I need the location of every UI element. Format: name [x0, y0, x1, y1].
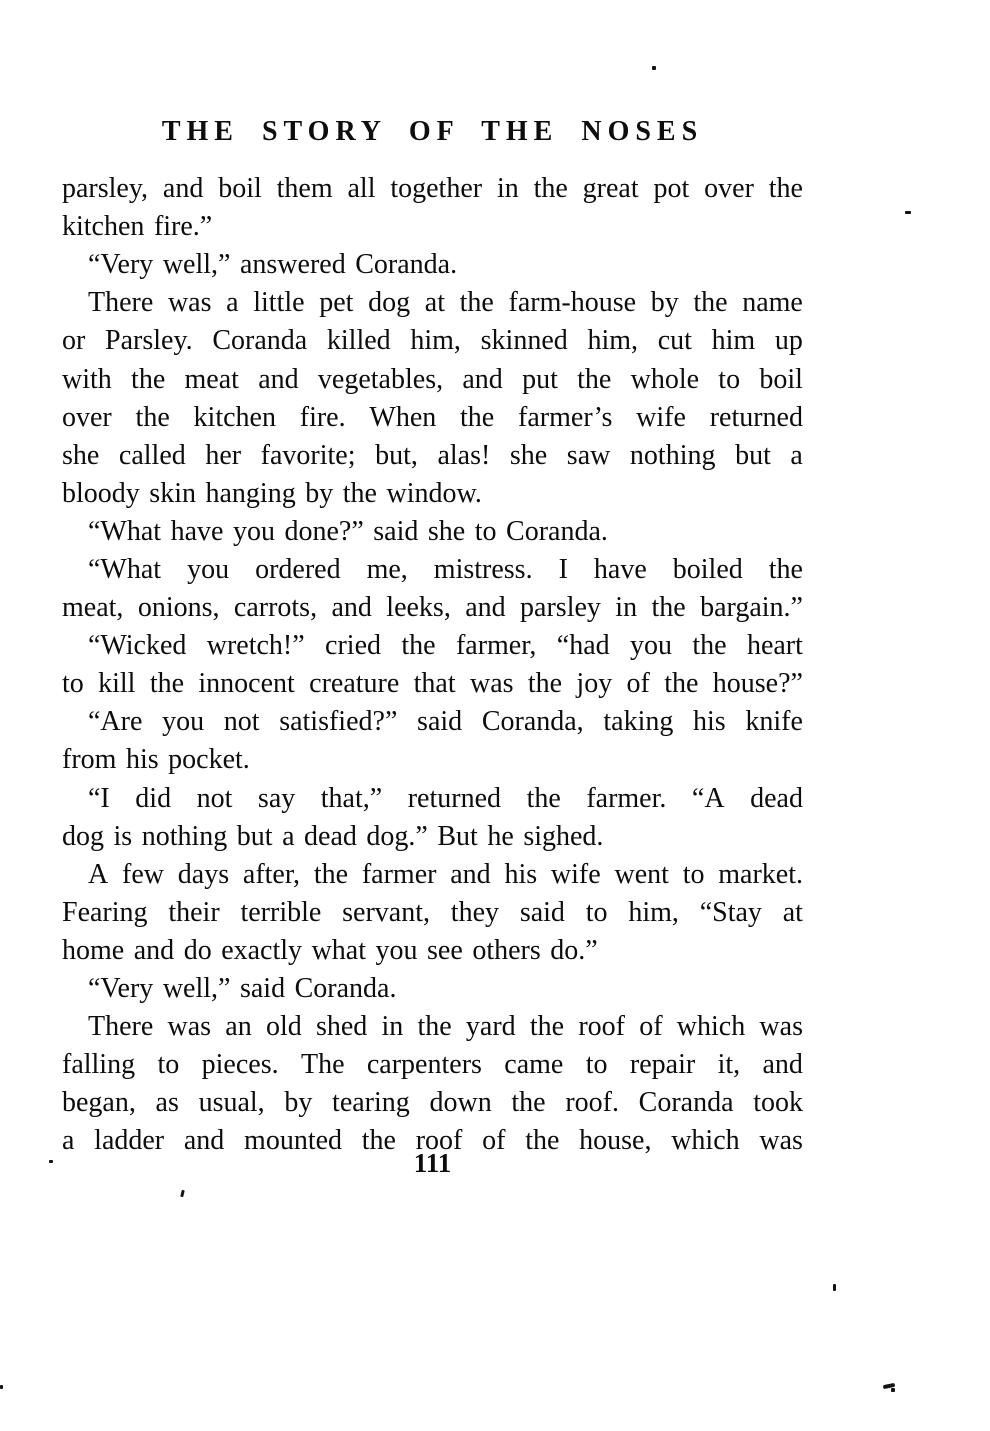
text-line — [62, 856, 803, 894]
page-number: 111 — [413, 1148, 452, 1178]
word: “Very — [88, 249, 154, 281]
word: pet — [319, 287, 354, 319]
word: a — [282, 820, 295, 852]
word: mistress. — [433, 553, 533, 585]
word: his — [693, 706, 726, 738]
word: with — [62, 363, 112, 395]
word: When — [369, 401, 437, 433]
word: great — [582, 173, 639, 205]
scan-speck — [652, 66, 656, 70]
word: knife — [745, 706, 803, 738]
word: not — [223, 706, 260, 738]
text-line — [62, 551, 803, 589]
word: Fearing — [62, 896, 148, 928]
word: window. — [386, 477, 482, 509]
word: little — [253, 287, 305, 319]
word: together — [390, 173, 483, 205]
word: farmer. — [586, 782, 667, 814]
word: Coranda, — [481, 706, 584, 738]
text-line — [62, 170, 803, 208]
word: farm-house — [508, 287, 637, 319]
text-line — [62, 399, 803, 437]
word: days — [177, 858, 230, 890]
word: in — [615, 592, 638, 624]
word: innocent — [198, 668, 295, 700]
word: the — [131, 363, 166, 395]
word: skin — [149, 477, 196, 509]
word: market. — [718, 858, 803, 890]
word: all — [347, 173, 376, 205]
word: yard — [465, 1011, 516, 1043]
word: say — [257, 782, 296, 814]
word: him — [711, 325, 756, 357]
word: of — [482, 1125, 506, 1157]
word: the — [693, 287, 728, 319]
word: satisfied?” — [279, 706, 398, 738]
chapter-title: THE STORY OF THE NOSES — [161, 116, 704, 147]
word: well,” — [162, 973, 231, 1005]
word: have — [170, 515, 224, 547]
word: farmer — [361, 858, 437, 890]
word: Coranda — [638, 1087, 734, 1119]
word: fire. — [299, 401, 346, 433]
text-line — [62, 1084, 803, 1122]
word: as — [155, 1087, 179, 1119]
word: But — [437, 820, 478, 852]
word: was — [167, 287, 212, 319]
word: called — [118, 439, 186, 471]
word: or — [62, 325, 86, 357]
word: but, — [375, 439, 418, 471]
word: to — [474, 515, 497, 547]
word: “What — [88, 515, 162, 547]
word: “Are — [88, 706, 143, 738]
word: in — [381, 1011, 404, 1043]
word: his — [125, 744, 159, 776]
word: ladder — [94, 1125, 165, 1157]
word: Coranda — [212, 325, 308, 357]
word: the — [342, 477, 377, 509]
word: to — [585, 1049, 608, 1081]
scan-speck — [833, 1284, 836, 1291]
word: a — [62, 1125, 75, 1157]
word: which — [676, 1011, 746, 1043]
word: took — [753, 1087, 803, 1119]
word: you — [232, 515, 275, 547]
word: went — [614, 858, 669, 890]
word: at — [424, 287, 445, 319]
word: farmer’s — [518, 401, 613, 433]
word: see — [427, 934, 463, 966]
word: she — [509, 439, 548, 471]
word: do.” — [550, 934, 598, 966]
word: the — [692, 630, 727, 662]
word: killed — [326, 325, 391, 357]
word: taking — [603, 706, 674, 738]
word: him, — [587, 325, 639, 357]
word: that — [413, 668, 456, 700]
word: cut — [657, 325, 692, 357]
word: hanging — [205, 477, 296, 509]
word: roof. — [565, 1087, 619, 1119]
word: was — [167, 1011, 212, 1043]
text-line — [62, 780, 803, 818]
word: the — [651, 592, 686, 624]
text-line — [62, 513, 803, 551]
word: A — [88, 858, 109, 890]
word: wretch!” — [206, 630, 305, 662]
word: house?” — [712, 668, 803, 700]
word: of — [639, 1011, 663, 1043]
word: wife — [550, 858, 601, 890]
word: bargain.” — [700, 592, 803, 624]
word: falling — [62, 1049, 136, 1081]
word: of — [626, 668, 650, 700]
text-line — [62, 1046, 803, 1084]
word: and — [183, 1125, 225, 1157]
word: came — [504, 1049, 564, 1081]
word: him, — [628, 896, 679, 928]
word: down — [429, 1087, 492, 1119]
word: parsley — [520, 592, 601, 624]
word: have — [593, 553, 647, 585]
word: Coranda. — [506, 515, 608, 547]
word: returned — [709, 401, 803, 433]
word: vegetables, — [317, 363, 444, 395]
word: was — [469, 668, 514, 700]
word: meat — [184, 363, 239, 395]
word: usual, — [198, 1087, 265, 1119]
word: the — [527, 668, 563, 700]
scan-speck — [49, 1160, 53, 1163]
word: her — [205, 439, 242, 471]
word: meat, — [62, 592, 124, 624]
word: few — [122, 858, 164, 890]
word: a — [226, 287, 239, 319]
word: by — [650, 287, 679, 319]
scan-speck — [0, 1385, 3, 1389]
text-block — [62, 170, 803, 1160]
word: name — [742, 287, 803, 319]
word: and — [465, 592, 506, 624]
text-line — [62, 665, 803, 703]
word: the — [577, 363, 612, 395]
text-line — [62, 627, 803, 665]
word: home — [62, 934, 125, 966]
word: carpenters — [366, 1049, 482, 1081]
word: the — [511, 1087, 546, 1119]
word: but — [236, 820, 273, 852]
word: it, — [717, 1049, 741, 1081]
word: “A — [691, 782, 725, 814]
word: began, — [62, 1087, 136, 1119]
text-line — [62, 284, 803, 322]
word: he — [487, 820, 514, 852]
word: repair — [629, 1049, 696, 1081]
word: to — [682, 858, 705, 890]
word: favorite; — [260, 439, 356, 471]
word: dog.” — [366, 820, 428, 852]
word: the — [529, 1011, 565, 1043]
scan-speck — [180, 1190, 185, 1198]
word: the — [313, 858, 349, 890]
word: is — [113, 820, 133, 852]
word: over — [62, 401, 112, 433]
word: and — [133, 934, 175, 966]
word: you — [630, 630, 673, 662]
word: pieces. — [201, 1049, 279, 1081]
word: alas! — [437, 439, 491, 471]
word: “Very — [88, 973, 154, 1005]
word: ordered — [255, 553, 341, 585]
word: nothing — [629, 439, 716, 471]
word: saw — [566, 439, 611, 471]
word: a — [790, 439, 803, 471]
word: mounted — [244, 1125, 343, 1157]
text-line — [62, 894, 803, 932]
word: fire.” — [153, 211, 213, 243]
word: the — [533, 173, 568, 205]
word: was — [759, 1011, 803, 1043]
word: shed — [315, 1011, 368, 1043]
word: kitchen — [193, 401, 276, 433]
word: by — [305, 477, 334, 509]
word: she — [62, 439, 100, 471]
text-line — [62, 703, 803, 741]
word: his — [504, 858, 538, 890]
word: up — [774, 325, 803, 357]
word: dead — [304, 820, 357, 852]
word: you — [162, 706, 205, 738]
word: the — [459, 287, 494, 319]
word: kill — [98, 668, 136, 700]
word: terrible — [240, 896, 322, 928]
word: servant, — [342, 896, 430, 928]
text-line — [62, 360, 803, 398]
text-line — [62, 932, 803, 970]
word: boil — [759, 363, 803, 395]
word: by — [284, 1087, 313, 1119]
word: the — [664, 668, 699, 700]
word: to — [157, 1049, 180, 1081]
word: “Stay — [699, 896, 762, 928]
word: wife — [636, 401, 686, 433]
word: pot — [653, 173, 690, 205]
word: onions, — [137, 592, 220, 624]
word: said — [519, 896, 565, 928]
word: the — [417, 1011, 452, 1043]
word: leeks, — [386, 592, 451, 624]
text-line — [62, 1008, 803, 1046]
word: was — [759, 1125, 803, 1157]
word: creature — [309, 668, 400, 700]
word: the — [525, 1125, 560, 1157]
word: and — [462, 363, 503, 395]
word: done?” — [284, 515, 364, 547]
word: that,” — [320, 782, 383, 814]
word: and — [450, 858, 491, 890]
word: roof — [415, 1125, 463, 1157]
word: and — [162, 173, 204, 205]
word: do — [183, 934, 212, 966]
word: returned — [407, 782, 502, 814]
word: bloody — [62, 477, 140, 509]
word: tearing — [332, 1087, 410, 1119]
text-line — [62, 437, 803, 475]
word: “I — [88, 782, 110, 814]
word: Parsley. — [105, 325, 193, 357]
word: farmer, — [455, 630, 537, 662]
word: from — [62, 744, 117, 776]
text-line — [62, 970, 803, 1008]
word: the — [361, 1125, 396, 1157]
word: which — [671, 1125, 740, 1157]
word: dog — [62, 820, 104, 852]
word: said — [239, 973, 286, 1005]
word: to — [585, 896, 608, 928]
word: at — [782, 896, 803, 928]
word: they — [450, 896, 500, 928]
word: carrots, — [233, 592, 318, 624]
word: “had — [556, 630, 610, 662]
word: an — [225, 1011, 252, 1043]
text-line — [62, 818, 803, 856]
word: you — [375, 934, 418, 966]
word: I — [558, 553, 568, 585]
word: the — [768, 553, 803, 585]
text-line — [62, 475, 803, 513]
word: the — [149, 668, 185, 700]
word: roof — [578, 1011, 625, 1043]
word: over — [704, 173, 754, 205]
text-line — [62, 741, 803, 779]
word: said — [417, 706, 463, 738]
word: boil — [218, 173, 262, 205]
word: house, — [579, 1125, 652, 1157]
word: put — [522, 363, 558, 395]
word: them — [276, 173, 333, 205]
word: to — [62, 668, 84, 700]
word: boiled — [672, 553, 743, 585]
word: to — [718, 363, 741, 395]
text-line — [62, 589, 803, 627]
word: him, — [410, 325, 461, 357]
word: “What — [88, 553, 162, 585]
text-line — [62, 246, 803, 284]
word: Coranda. — [294, 973, 397, 1005]
scan-speck — [905, 211, 911, 214]
word: and — [762, 1049, 803, 1081]
word: and — [331, 592, 372, 624]
word: but — [735, 439, 771, 471]
word: in — [496, 173, 519, 205]
word: parsley, — [62, 173, 149, 205]
word: the — [401, 630, 436, 662]
word: exactly — [221, 934, 303, 966]
word: There — [88, 1011, 154, 1043]
word: “Wicked — [88, 630, 187, 662]
word: she — [427, 515, 466, 547]
word: the — [526, 782, 561, 814]
word: sighed. — [523, 820, 604, 852]
word: heart — [746, 630, 803, 662]
word: not — [196, 782, 233, 814]
scan-speck — [891, 1388, 895, 1392]
word: Coranda. — [355, 249, 458, 281]
word: old — [265, 1011, 302, 1043]
word: cried — [325, 630, 381, 662]
word: after, — [242, 858, 301, 890]
word: what — [311, 934, 366, 966]
word: There — [88, 287, 154, 319]
word: and — [258, 363, 299, 395]
word: their — [168, 896, 220, 928]
word: kitchen — [62, 211, 145, 243]
word: others — [472, 934, 541, 966]
word: the — [460, 401, 495, 433]
word: me, — [366, 553, 408, 585]
text-line — [62, 208, 803, 246]
word: said — [373, 515, 419, 547]
word: dog — [368, 287, 411, 319]
word: the — [135, 401, 170, 433]
word: dead — [750, 782, 803, 814]
word: did — [135, 782, 172, 814]
word: well,” — [162, 249, 231, 281]
word: skinned — [480, 325, 568, 357]
word: you — [187, 553, 230, 585]
text-line — [62, 322, 803, 360]
word: The — [300, 1049, 345, 1081]
word: answered — [239, 249, 346, 281]
word: joy — [576, 668, 613, 700]
word: pocket. — [168, 744, 250, 776]
word: the — [768, 173, 803, 205]
word: nothing — [141, 820, 228, 852]
word: whole — [630, 363, 700, 395]
